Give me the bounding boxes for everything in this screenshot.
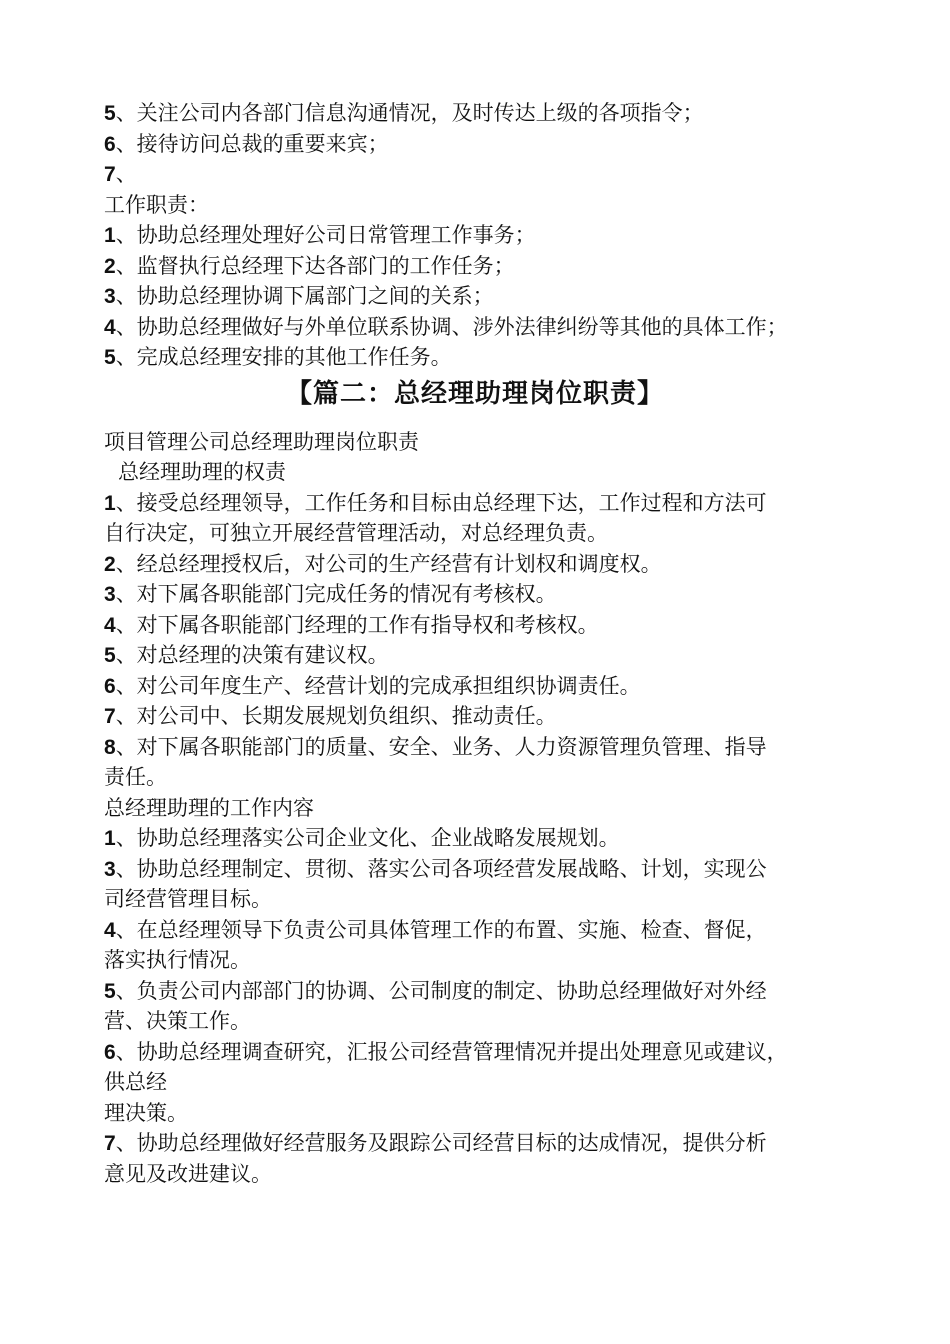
section-label: 总经理助理的工作内容	[104, 795, 314, 820]
list-item: 1、接受总经理领导，工作任务和目标由总经理下达，工作过程和方法可	[104, 490, 767, 515]
list-item: 1、协助总经理落实公司企业文化、企业战略发展规划。	[104, 826, 620, 850]
list-item: 7、	[104, 162, 137, 186]
list-item-continuation: 供总经	[104, 1070, 167, 1094]
section-label: 总经理助理的权责	[118, 460, 286, 484]
document-title: 项目管理公司总经理助理岗位职责	[104, 429, 419, 454]
list-item: 4、协助总经理做好与外单位联系协调、涉外法律纠纷等其他的具体工作；	[104, 314, 788, 339]
list-item-continuation: 理决策。	[104, 1100, 188, 1125]
list-item: 7、协助总经理做好经营服务及跟踪公司经营目标的达成情况，提供分析	[104, 1131, 767, 1155]
section-part-one	[104, 98, 864, 373]
list-item: 5、关注公司内各部门信息沟通情况，及时传达上级的各项指令；	[104, 101, 704, 125]
list-item: 4、对下属各职能部门经理的工作有指导权和考核权。	[104, 612, 599, 637]
list-item: 4、在总经理领导下负责公司具体管理工作的布置、实施、检查、督促，	[104, 917, 767, 942]
list-item: 5、负责公司内部部门的协调、公司制度的制定、协助总经理做好对外经	[104, 978, 767, 1003]
list-item-continuation: 自行决定，可独立开展经营管理活动，对总经理负责。	[104, 521, 608, 545]
list-item: 8、对下属各职能部门的质量、安全、业务、人力资源管理负管理、指导	[104, 734, 767, 759]
list-item: 6、对公司年度生产、经营计划的完成承担组织协调责任。	[104, 673, 641, 698]
list-item: 6、协助总经理调查研究，汇报公司经营管理情况并提出处理意见或建议，	[104, 1039, 788, 1064]
list-item-continuation: 意见及改进建议。	[104, 1161, 272, 1186]
document-body	[104, 98, 864, 1189]
section-heading: 【篇二：总经理助理岗位职责】	[285, 378, 664, 409]
list-item-continuation: 落实执行情况。	[104, 948, 251, 972]
list-item-continuation: 司经营管理目标。	[104, 887, 272, 911]
list-item: 7、对公司中、长期发展规划负组织、推动责任。	[104, 704, 557, 728]
list-item: 5、对总经理的决策有建议权。	[104, 643, 389, 667]
list-item: 2、监督执行总经理下达各部门的工作任务；	[104, 253, 515, 278]
section-label: 工作职责：	[104, 192, 209, 217]
list-item: 3、对下属各职能部门完成任务的情况有考核权。	[104, 582, 557, 606]
list-item-continuation: 责任。	[104, 765, 167, 789]
list-item: 1、协助总经理处理好公司日常管理工作事务；	[104, 223, 536, 247]
list-item: 3、协助总经理协调下属部门之间的关系；	[104, 284, 494, 308]
list-item: 3、协助总经理制定、贯彻、落实公司各项经营发展战略、计划，实现公	[104, 856, 767, 881]
section-part-two	[104, 427, 864, 1190]
list-item: 6、接待访问总裁的重要来宾；	[104, 131, 389, 156]
list-item: 2、经总经理授权后，对公司的生产经营有计划权和调度权。	[104, 551, 662, 576]
list-item: 5、完成总经理安排的其他工作任务。	[104, 345, 452, 369]
list-item-continuation: 营、决策工作。	[104, 1009, 251, 1033]
